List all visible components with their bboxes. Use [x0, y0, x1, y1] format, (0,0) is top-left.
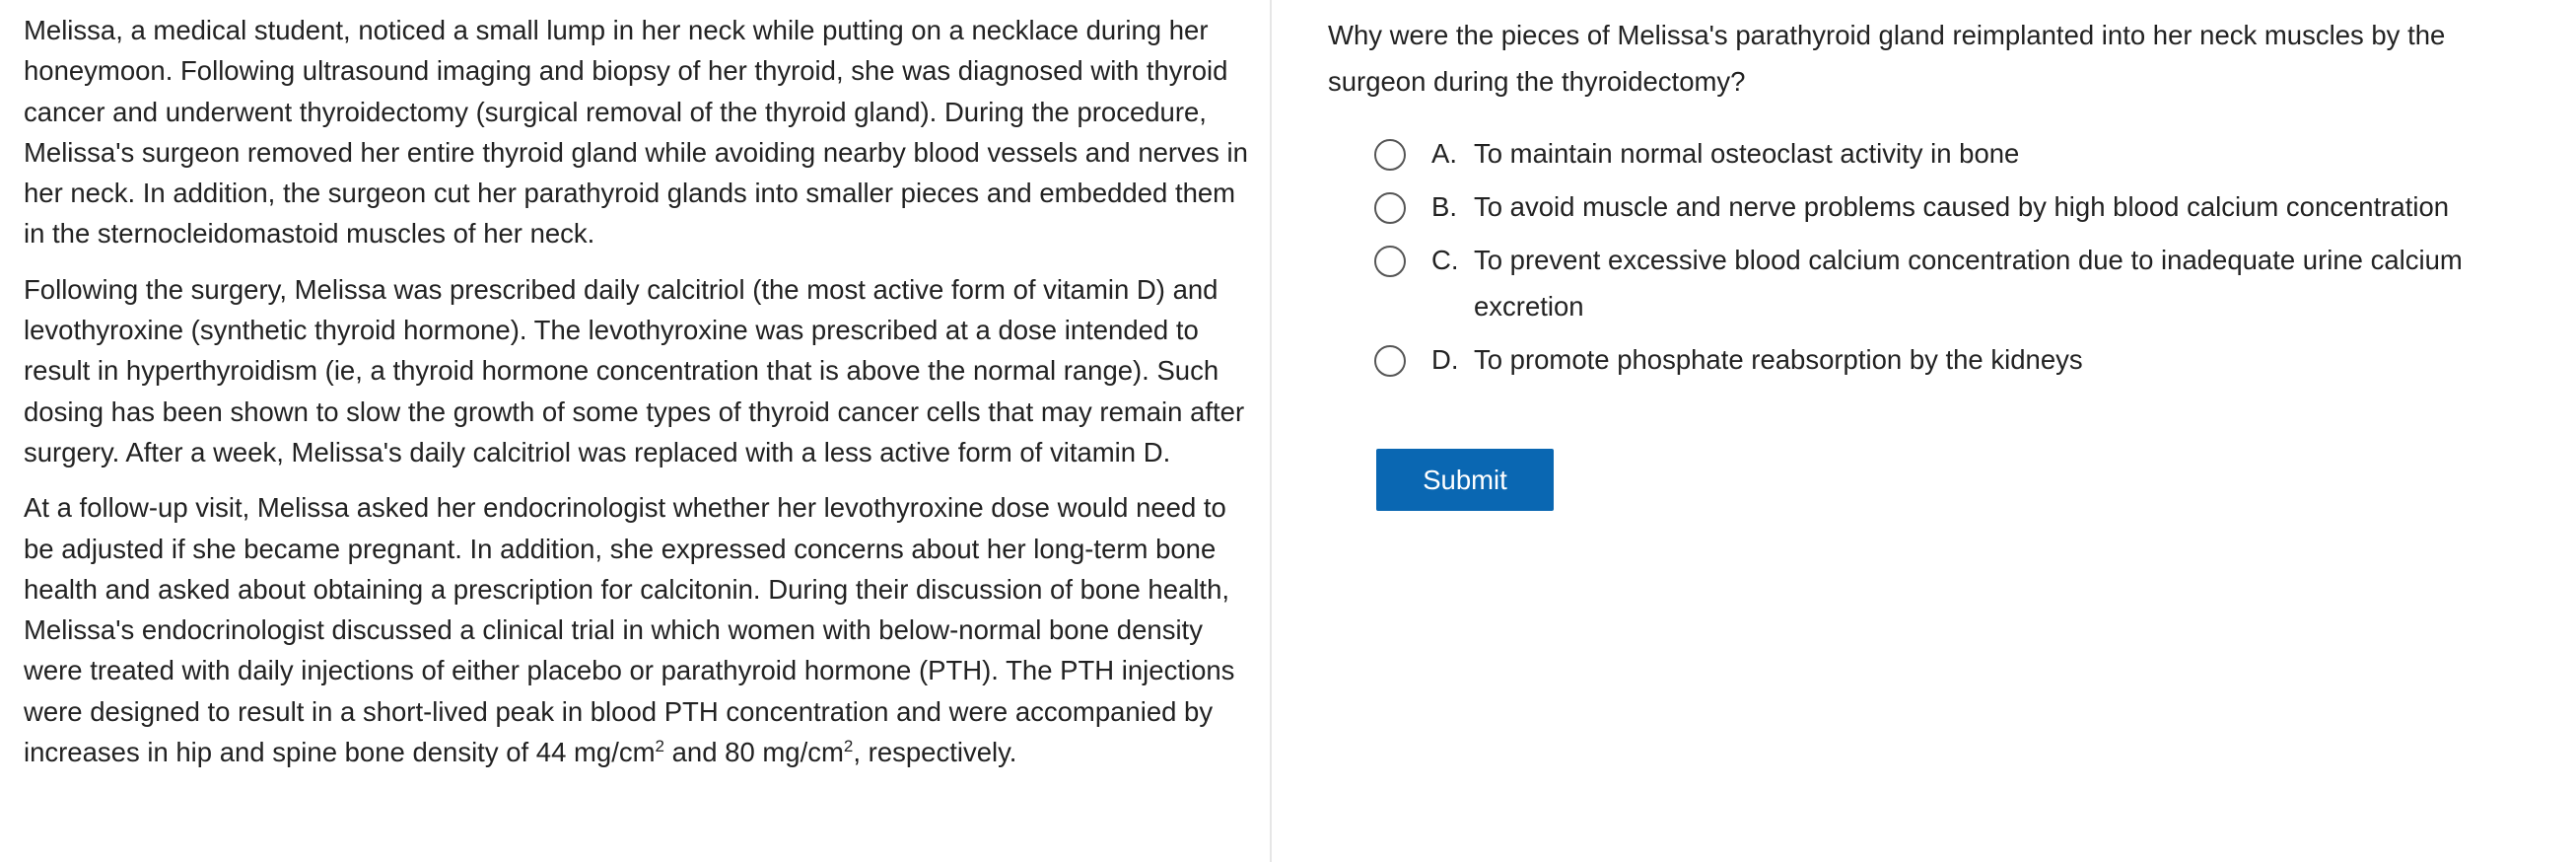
superscript: 2	[655, 737, 664, 756]
passage-pane	[0, 0, 1272, 862]
passage-text: Following the surgery, Melissa was prescribed daily calcitriol (the most active form of vitamin D) and levothyroxine (synthetic thyroid hormone). The levothyroxine was prescribed at a dose intended to result in hyperthyroidism (ie, a thyroid hormone concentration that is above the normal range). Such dosing has been shown to slow the growth of some types of thyroid cancer cells that may remain after surgery. After a week, Melissa's daily calcitriol was replaced with a less active form of vitamin D.	[24, 273, 1245, 467]
answer-choices	[1374, 136, 2576, 395]
answer-choice-d[interactable]	[1374, 342, 2576, 383]
choice-letter: C.	[1431, 245, 1459, 275]
passage-text: At a follow-up visit, Melissa asked her endocrinologist whether her levothyroxine dose would need to be adjusted if she became pregnant. In addition, she expressed concerns about her long-term bone health and asked about obtaining a prescription for calcitonin. During their discussion of bone health, Melissa's endocrinologist discussed a clinical trial in which women with below-normal bone density were treated with daily injections of either placebo or parathyroid hormone (PTH). The PTH injections were designed to result in a short-lived peak in blood PTH concentration and were accompanied by increases in hip and spine bone density of 44 mg/cm	[24, 492, 1235, 768]
choice-text: To promote phosphate reabsorption by the kidneys	[1474, 344, 2083, 375]
radio-button-a[interactable]	[1374, 139, 1406, 171]
answer-choice-a[interactable]	[1374, 136, 2576, 177]
submit-button[interactable]: Submit	[1376, 449, 1554, 511]
question-pane	[1272, 0, 2576, 862]
choice-letter: A.	[1431, 138, 1457, 169]
passage-paragraph	[24, 269, 1256, 472]
passage-paragraph	[24, 487, 1256, 772]
radio-button-b[interactable]	[1374, 192, 1406, 224]
choice-letter: D.	[1431, 344, 1459, 375]
choice-text: To avoid muscle and nerve problems caused by high blood calcium concentration	[1474, 191, 2450, 222]
radio-button-c[interactable]	[1374, 246, 1406, 277]
passage-text: Melissa, a medical student, noticed a small lump in her neck while putting on a necklace during her honeymoon. Following ultrasound imaging and biopsy of her thyroid, she was diagnosed with thyroid cancer and underwent thyroidectomy (surgical removal of the thyroid gland). During the procedure, Melissa's surgeon removed her entire thyroid gland while avoiding nearby blood vessels and nerves in her neck. In addition, the surgeon cut her parathyroid glands into smaller pieces and embedded them in the sternocleidomastoid muscles of her neck.	[24, 15, 1248, 250]
choice-text: To maintain normal osteoclast activity in bone	[1474, 138, 2020, 169]
passage-text: , respectively.	[853, 737, 1017, 768]
question-stem: Why were the pieces of Melissa's parathyroid gland reimplanted into her neck muscles by the surgeon during the thyroidectomy?	[1328, 20, 2446, 97]
choice-letter: B.	[1431, 191, 1457, 222]
passage-paragraph	[24, 10, 1256, 254]
choice-text: To prevent excessive blood calcium concentration due to inadequate urine calcium excretion	[1474, 245, 2463, 322]
answer-choice-c[interactable]	[1374, 243, 2576, 329]
answer-choice-b[interactable]	[1374, 189, 2576, 230]
superscript: 2	[843, 737, 854, 756]
radio-button-d[interactable]	[1374, 345, 1406, 377]
passage-text: and 80 mg/cm	[664, 737, 844, 768]
